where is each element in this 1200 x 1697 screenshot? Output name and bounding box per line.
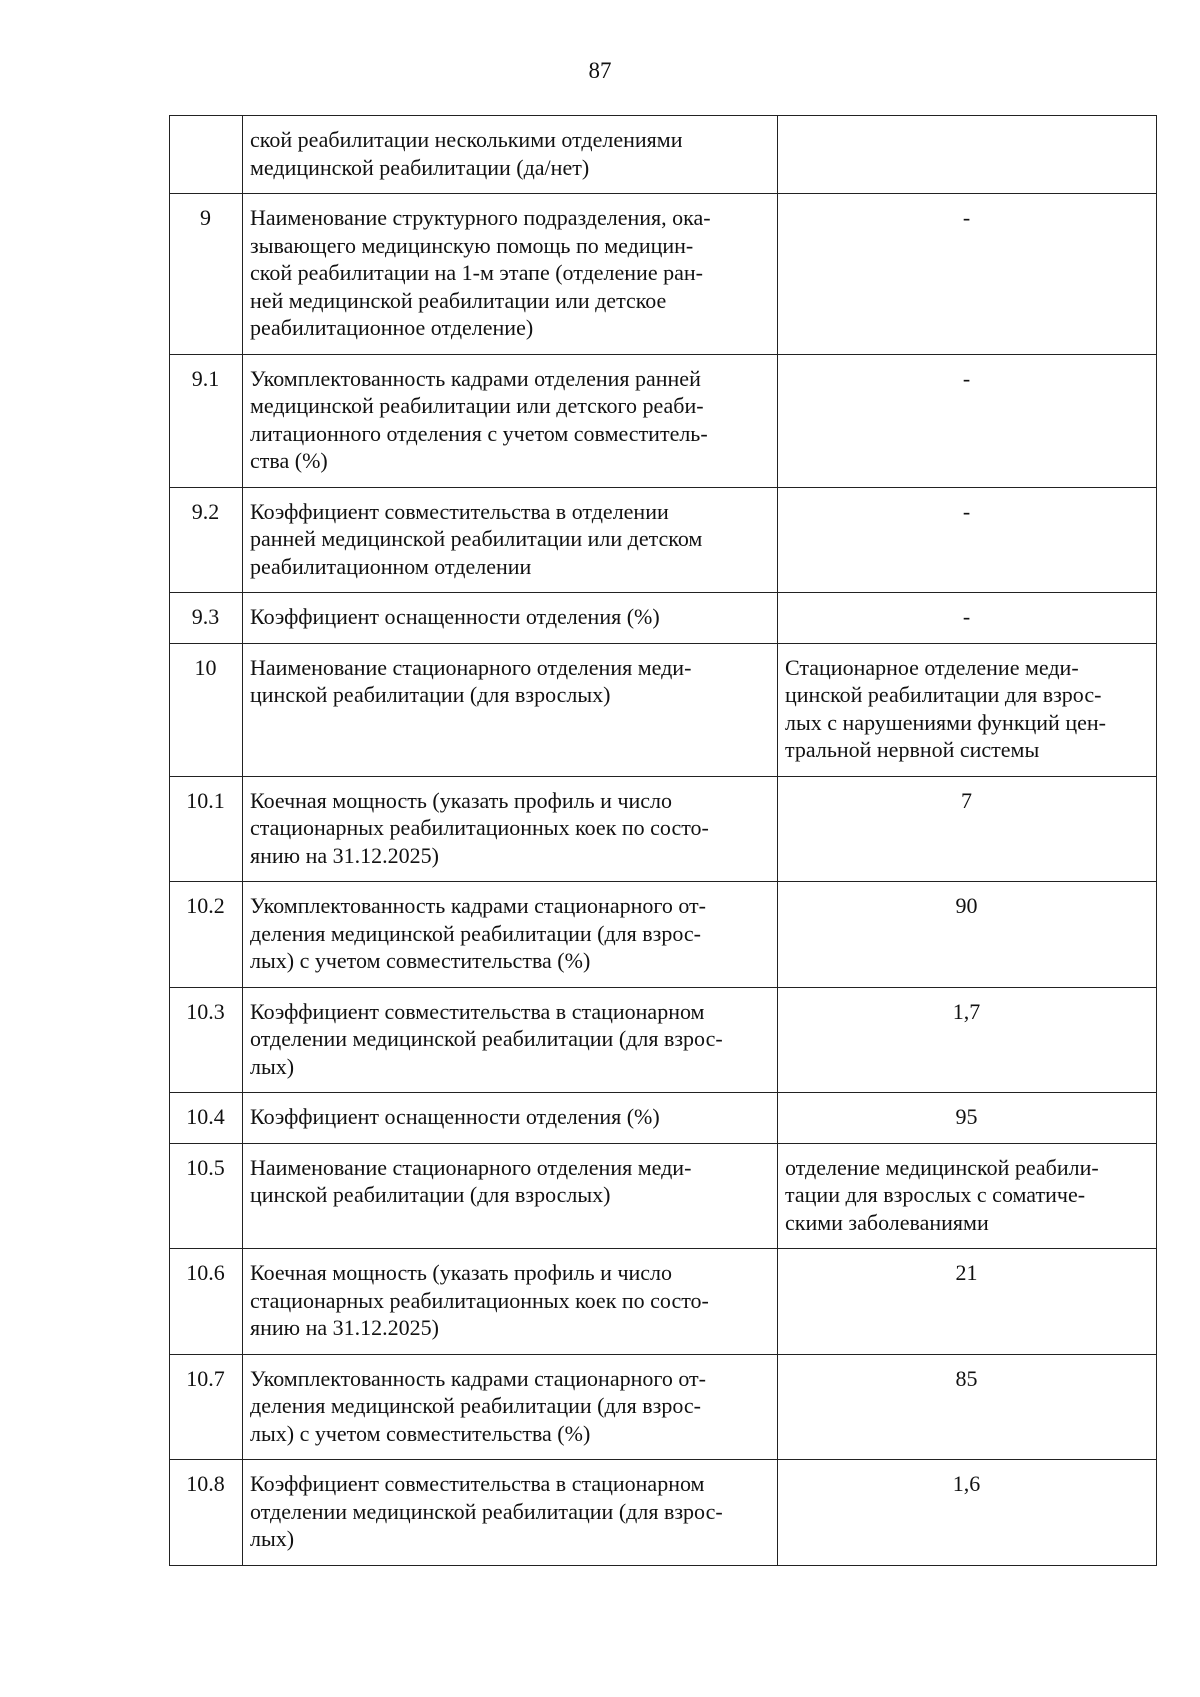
description-line: ней медицинской реабилитации или детское xyxy=(250,287,667,313)
indicator-description xyxy=(243,776,778,882)
description-line: Коечная мощность (указать профиль и число xyxy=(250,787,673,813)
description-line: Коечная мощность (указать профиль и число xyxy=(250,1260,673,1285)
description-line: лых) xyxy=(250,1053,295,1079)
description-line: ства (%) xyxy=(250,448,328,473)
indicator-value xyxy=(778,987,1157,1093)
table-row xyxy=(170,987,1157,1093)
description-line: медицинской реабилитации (да/нет) xyxy=(250,154,590,180)
row-number: 10.8 xyxy=(170,1460,243,1566)
description-line: Наименование структурного подразделения, ока- xyxy=(250,205,711,230)
description-line: деления медицинской реабилитации (для взрос- xyxy=(250,920,701,946)
description-line: янию на 31.12.2025) xyxy=(250,842,439,868)
value-line: 1,6 xyxy=(952,1471,981,1496)
description-line: лых) с учетом совместительства (%) xyxy=(250,1420,591,1446)
indicator-table xyxy=(169,115,1157,1566)
description-line: Коэффициент оснащенности отделения (%) xyxy=(250,1104,660,1129)
indicator-description xyxy=(243,987,778,1093)
indicator-value xyxy=(778,593,1157,644)
table-row xyxy=(170,116,1157,194)
indicator-value xyxy=(778,776,1157,882)
value-line: - xyxy=(962,604,971,629)
description-line: Укомплектованность кадрами стационарного от- xyxy=(250,893,706,918)
description-line: янию на 31.12.2025) xyxy=(250,1315,439,1340)
value-line: отделение медицинской реабили- xyxy=(785,1154,1099,1180)
table-row xyxy=(170,487,1157,593)
indicator-description xyxy=(243,1093,778,1144)
description-line: Укомплектованность кадрами стационарного от- xyxy=(250,1365,706,1391)
description-line: Коэффициент совместительства в стационарном xyxy=(250,998,705,1024)
description-line: цинской реабилитации (для взрослых) xyxy=(250,1182,611,1207)
value-line: лых с нарушениями функций цен- xyxy=(785,709,1106,735)
description-line: литационного отделения с учетом совместитель- xyxy=(250,420,708,446)
indicator-description xyxy=(243,487,778,593)
table-row xyxy=(170,643,1157,776)
description-line: медицинской реабилитации или детского реаби- xyxy=(250,393,704,418)
description-line: Наименование стационарного отделения меди- xyxy=(250,654,692,680)
indicator-value xyxy=(778,643,1157,776)
value-line: тации для взрослых с соматиче- xyxy=(785,1182,1086,1207)
row-number xyxy=(170,116,243,194)
row-number: 10.5 xyxy=(170,1143,243,1249)
description-line: лых) с учетом совместительства (%) xyxy=(250,948,591,973)
indicator-value xyxy=(778,1143,1157,1249)
description-line: Укомплектованность кадрами отделения ранней xyxy=(250,365,701,391)
table-body xyxy=(170,116,1157,1566)
value-line: 90 xyxy=(955,893,978,918)
indicator-value xyxy=(778,1354,1157,1460)
row-number: 9.2 xyxy=(170,487,243,593)
row-number: 10 xyxy=(170,643,243,776)
description-line: Наименование стационарного отделения меди- xyxy=(250,1154,692,1180)
page-number: 87 xyxy=(588,58,612,83)
indicator-value xyxy=(778,487,1157,593)
indicator-value xyxy=(778,1249,1157,1355)
description-line: Коэффициент оснащенности отделения (%) xyxy=(250,604,660,629)
indicator-description xyxy=(243,1460,778,1566)
indicator-value xyxy=(778,194,1157,355)
description-line: стационарных реабилитационных коек по состо- xyxy=(250,1287,709,1313)
description-line: отделении медицинской реабилитации (для взрос- xyxy=(250,1498,723,1524)
row-number: 10.2 xyxy=(170,882,243,988)
row-number: 10.4 xyxy=(170,1093,243,1144)
table-row xyxy=(170,776,1157,882)
description-line: деления медицинской реабилитации (для взрос- xyxy=(250,1393,701,1418)
description-line: Коэффициент совместительства в отделении xyxy=(250,498,669,524)
value-line: 7 xyxy=(961,787,972,813)
value-line: - xyxy=(962,205,971,230)
table-row xyxy=(170,1460,1157,1566)
value-line: 1,7 xyxy=(952,998,981,1024)
indicator-value xyxy=(778,116,1157,194)
indicator-description xyxy=(243,1143,778,1249)
description-line: ской реабилитации несколькими отделениями xyxy=(250,127,683,152)
indicator-value xyxy=(778,1093,1157,1144)
description-line: зывающего медицинскую помощь по медицин- xyxy=(250,232,694,258)
indicator-description xyxy=(243,1249,778,1355)
value-line: 95 xyxy=(955,1104,978,1129)
row-number: 10.1 xyxy=(170,776,243,882)
table-row xyxy=(170,1354,1157,1460)
indicator-description xyxy=(243,882,778,988)
description-line: отделении медицинской реабилитации (для взрос- xyxy=(250,1026,723,1051)
description-line: Коэффициент совместительства в стационарном xyxy=(250,1471,705,1496)
value-line: Стационарное отделение меди- xyxy=(785,654,1079,680)
table-row xyxy=(170,194,1157,355)
description-line: лых) xyxy=(250,1526,295,1551)
description-line: реабилитационное отделение) xyxy=(250,315,534,340)
table-row xyxy=(170,882,1157,988)
row-number: 10.7 xyxy=(170,1354,243,1460)
indicator-description xyxy=(243,194,778,355)
table-row xyxy=(170,354,1157,487)
indicator-description xyxy=(243,354,778,487)
row-number: 10.6 xyxy=(170,1249,243,1355)
description-line: ранней медицинской реабилитации или детском xyxy=(250,526,703,551)
value-line: - xyxy=(962,498,971,524)
row-number: 10.3 xyxy=(170,987,243,1093)
row-number: 9.1 xyxy=(170,354,243,487)
indicator-description xyxy=(243,1354,778,1460)
value-line: цинской реабилитации для взрос- xyxy=(785,682,1102,707)
table-row xyxy=(170,1093,1157,1144)
table-row xyxy=(170,593,1157,644)
table-row xyxy=(170,1143,1157,1249)
value-line: тральной нервной системы xyxy=(785,737,1040,762)
indicator-value xyxy=(778,354,1157,487)
table-row xyxy=(170,1249,1157,1355)
indicator-description xyxy=(243,643,778,776)
row-number: 9 xyxy=(170,194,243,355)
value-line: скими заболеваниями xyxy=(785,1209,989,1235)
description-line: реабилитационном отделении xyxy=(250,553,532,579)
value-line: - xyxy=(962,365,971,391)
value-line: 85 xyxy=(955,1365,978,1391)
indicator-description xyxy=(243,116,778,194)
description-line: ской реабилитации на 1-м этапе (отделение ран- xyxy=(250,260,703,285)
value-line: 21 xyxy=(955,1260,978,1285)
description-line: стационарных реабилитационных коек по состо- xyxy=(250,815,709,840)
indicator-description xyxy=(243,593,778,644)
description-line: цинской реабилитации (для взрослых) xyxy=(250,682,611,707)
row-number: 9.3 xyxy=(170,593,243,644)
indicator-value xyxy=(778,1460,1157,1566)
indicator-value xyxy=(778,882,1157,988)
